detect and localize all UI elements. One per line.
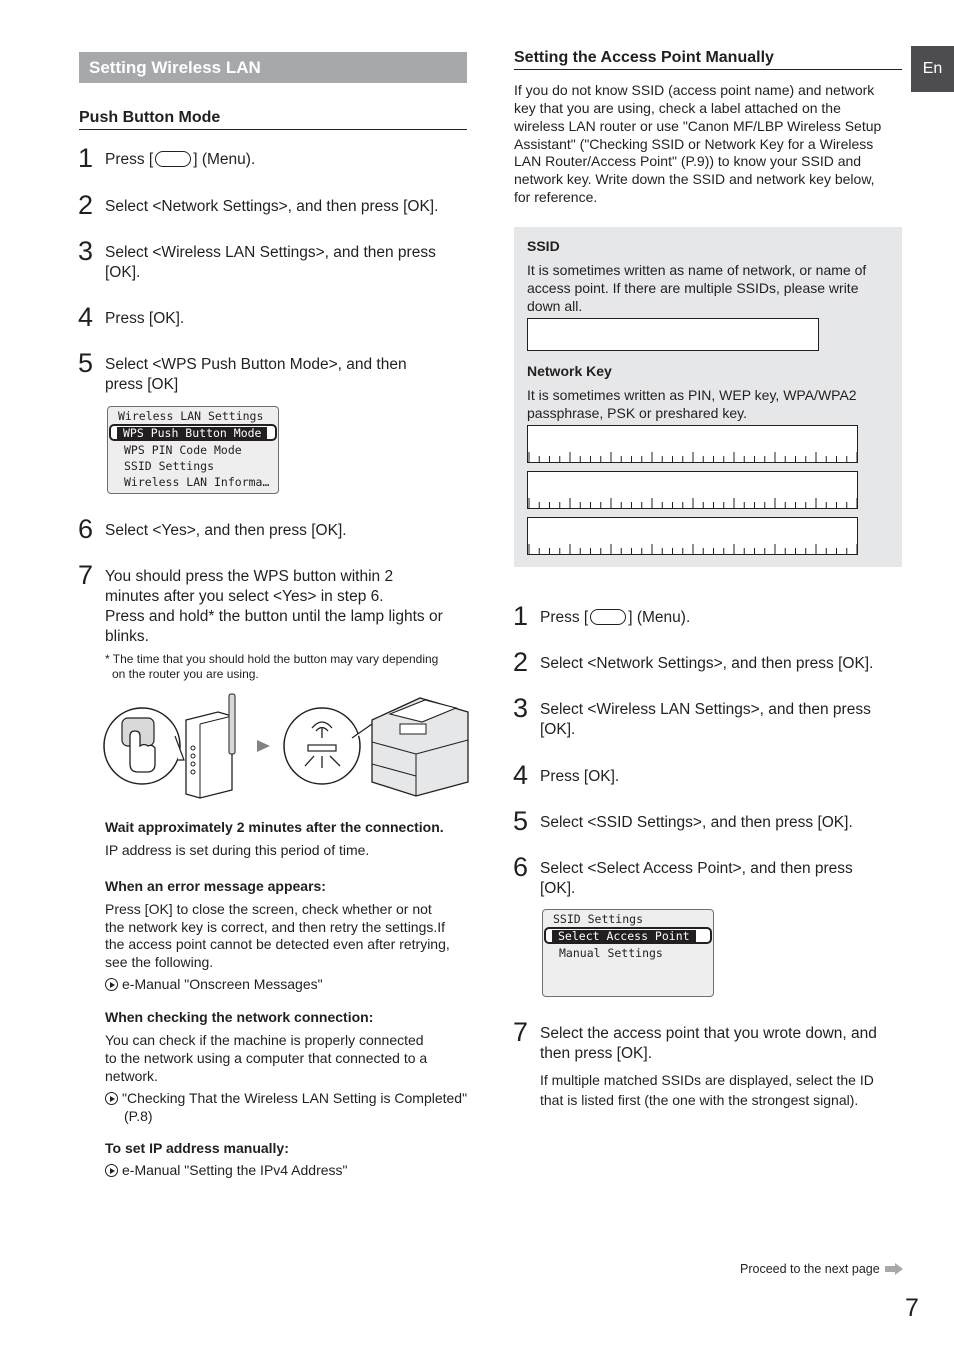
- menu-key-icon: [155, 151, 191, 167]
- error-note-line: see the following.: [105, 954, 214, 970]
- intro-line: LAN Router/Access Point" (P.9)) to know your SSID and: [514, 153, 862, 169]
- lcd-item: WPS PIN Code Mode: [124, 443, 242, 457]
- step-text-line: Press and hold* the button until the lamp lights or: [105, 608, 443, 625]
- step-text: Press [OK].: [105, 310, 185, 327]
- step-number: 7: [513, 1017, 529, 1047]
- step-number: 6: [513, 852, 529, 882]
- reference-text: "Checking That the Wireless LAN Setting is Completed": [122, 1090, 468, 1106]
- lcd-screen: [542, 909, 714, 997]
- step-number: 3: [78, 236, 94, 266]
- check-note-title: When checking the network connection:: [105, 1009, 374, 1025]
- lcd-title: Wireless LAN Settings: [118, 409, 264, 423]
- wifi-lamp-icon: [284, 708, 376, 784]
- network-key-write-field[interactable]: [527, 471, 858, 509]
- step-text-pre: Press [: [540, 609, 589, 626]
- lcd-title: SSID Settings: [553, 912, 644, 926]
- step-note-line: that is listed first (the one with the strongest signal).: [540, 1092, 859, 1108]
- error-note-line: Press [OK] to close the screen, check whether or not: [105, 901, 432, 917]
- finger-press-icon: [104, 708, 184, 784]
- network-key-write-field[interactable]: [527, 517, 858, 555]
- reference-text: e-Manual "Setting the IPv4 Address": [122, 1162, 348, 1178]
- step-text-line: Select <WPS Push Button Mode>, and then: [105, 356, 407, 373]
- reference-arrow-icon: [105, 978, 118, 991]
- step-text: Select <Network Settings>, and then press [OK].: [105, 198, 439, 215]
- step-text-line: blinks.: [105, 628, 149, 645]
- step-text: Select <SSID Settings>, and then press [OK].: [540, 814, 853, 831]
- check-note-line: network.: [105, 1068, 158, 1084]
- router-icon: [186, 694, 235, 798]
- intro-line: If you do not know SSID (access point name) and network: [514, 82, 875, 98]
- step-text-line: [OK].: [540, 880, 576, 897]
- step-text-line: then press [OK].: [540, 1045, 652, 1062]
- lcd-screen: [107, 406, 279, 494]
- intro-line: key that you are using, check a label attached on the: [514, 100, 841, 116]
- ssid-worksheet: [514, 227, 902, 567]
- menu-key-icon: [590, 609, 626, 625]
- reference-arrow-icon: [105, 1092, 118, 1105]
- lcd-selected-item: [544, 927, 712, 944]
- intro-line: for reference.: [514, 189, 598, 205]
- step-text-line: Select <Wireless LAN Settings>, and then press: [105, 244, 436, 261]
- access-point-heading: Setting the Access Point Manually: [514, 49, 902, 70]
- section-title: Setting Wireless LAN: [79, 52, 467, 83]
- lcd-item: Manual Settings: [559, 946, 663, 960]
- step-text-post: ] (Menu).: [193, 151, 256, 168]
- check-note-line: to the network using a computer that connected to a: [105, 1050, 428, 1066]
- step-number: 4: [78, 302, 94, 332]
- step-number: 3: [513, 693, 529, 723]
- step-text-line: You should press the WPS button within 2: [105, 568, 394, 585]
- step-number: 5: [513, 806, 529, 836]
- arrow-right-icon: [257, 740, 270, 752]
- step-text-line: minutes after you select <Yes> in step 6.: [105, 588, 384, 605]
- language-tab: En: [911, 46, 954, 92]
- step-text: Select <Network Settings>, and then press [OK].: [540, 655, 874, 672]
- reference-text: e-Manual "Onscreen Messages": [122, 976, 323, 992]
- error-reference-link[interactable]: [105, 975, 323, 993]
- step-text-line: press [OK]: [105, 376, 179, 393]
- step-text-line: Select <Wireless LAN Settings>, and then press: [540, 701, 871, 718]
- ssid-write-field[interactable]: [527, 318, 819, 351]
- lcd-selected-label: Select Access Point: [552, 930, 696, 943]
- network-key-desc-line: passphrase, PSK or preshared key.: [527, 405, 747, 421]
- step-number: 4: [513, 760, 529, 790]
- wait-note-text: IP address is set during this period of time.: [105, 842, 370, 858]
- lcd-selected-label: WPS Push Button Mode: [117, 427, 267, 440]
- step-text-line: [OK].: [105, 264, 141, 281]
- ssid-desc-line: It is sometimes written as name of network, or name of: [527, 262, 867, 278]
- footnote: on the router you are using.: [112, 667, 259, 681]
- ssid-desc-line: down all.: [527, 298, 583, 314]
- check-reference-page: (P.8): [124, 1108, 153, 1124]
- wait-note-title: Wait approximately 2 minutes after the connection.: [105, 819, 444, 835]
- lcd-item: Wireless LAN Informa…: [124, 475, 270, 489]
- printer-icon: [372, 698, 468, 796]
- reference-arrow-icon: [105, 1164, 118, 1177]
- next-page-label: Proceed to the next page: [740, 1262, 880, 1276]
- lcd-item: SSID Settings: [124, 459, 215, 473]
- check-reference-link[interactable]: [105, 1089, 467, 1107]
- step-number: 2: [78, 190, 94, 220]
- network-key-write-field[interactable]: [527, 425, 858, 463]
- ip-note-title: To set IP address manually:: [105, 1140, 289, 1156]
- wps-illustration: [100, 690, 472, 802]
- network-key-desc-line: It is sometimes written as PIN, WEP key, WPA/WPA2: [527, 387, 857, 403]
- page-number: 7: [905, 1294, 919, 1322]
- step-number: 1: [513, 601, 529, 631]
- intro-line: wireless LAN router or use "Canon MF/LBP Wireless Setup: [514, 118, 882, 134]
- error-note-line: the network key is correct, and then retry the settings.If: [105, 919, 446, 935]
- check-note-line: You can check if the machine is properly connected: [105, 1032, 424, 1048]
- ssid-title: SSID: [527, 238, 560, 254]
- step-text-pre: Press [: [105, 151, 154, 168]
- step-text: [540, 608, 690, 628]
- step-note-line: If multiple matched SSIDs are displayed, select the ID: [540, 1072, 874, 1088]
- step-text-line: Select <Select Access Point>, and then press: [540, 860, 853, 877]
- step-text-post: ] (Menu).: [628, 609, 691, 626]
- error-note-line: the access point cannot be detected even after retrying,: [105, 936, 450, 952]
- step-number: 5: [78, 348, 94, 378]
- step-text-line: [OK].: [540, 721, 576, 738]
- error-note-title: When an error message appears:: [105, 878, 326, 894]
- ssid-desc-line: access point. If there are multiple SSIDs, please write: [527, 280, 859, 296]
- next-page-link[interactable]: [740, 1261, 903, 1277]
- step-number: 1: [78, 143, 94, 173]
- step-number: 7: [78, 560, 94, 590]
- footnote: * The time that you should hold the button may vary depending: [105, 652, 439, 666]
- step-number: 6: [78, 514, 94, 544]
- network-key-title: Network Key: [527, 363, 612, 379]
- step-text: [105, 150, 255, 170]
- step-text: Select <Yes>, and then press [OK].: [105, 522, 347, 539]
- lcd-selected-item: [109, 424, 277, 441]
- arrow-right-icon: [885, 1263, 903, 1275]
- intro-line: Assistant" ("Checking SSID or Network Key for a Wireless: [514, 136, 874, 152]
- intro-line: network key. Write down the SSID and network key below,: [514, 171, 875, 187]
- step-text-line: Select the access point that you wrote down, and: [540, 1025, 877, 1042]
- step-number: 2: [513, 647, 529, 677]
- push-button-mode-heading: Push Button Mode: [79, 109, 467, 130]
- step-text: Press [OK].: [540, 768, 620, 785]
- ip-reference-link[interactable]: [105, 1161, 348, 1179]
